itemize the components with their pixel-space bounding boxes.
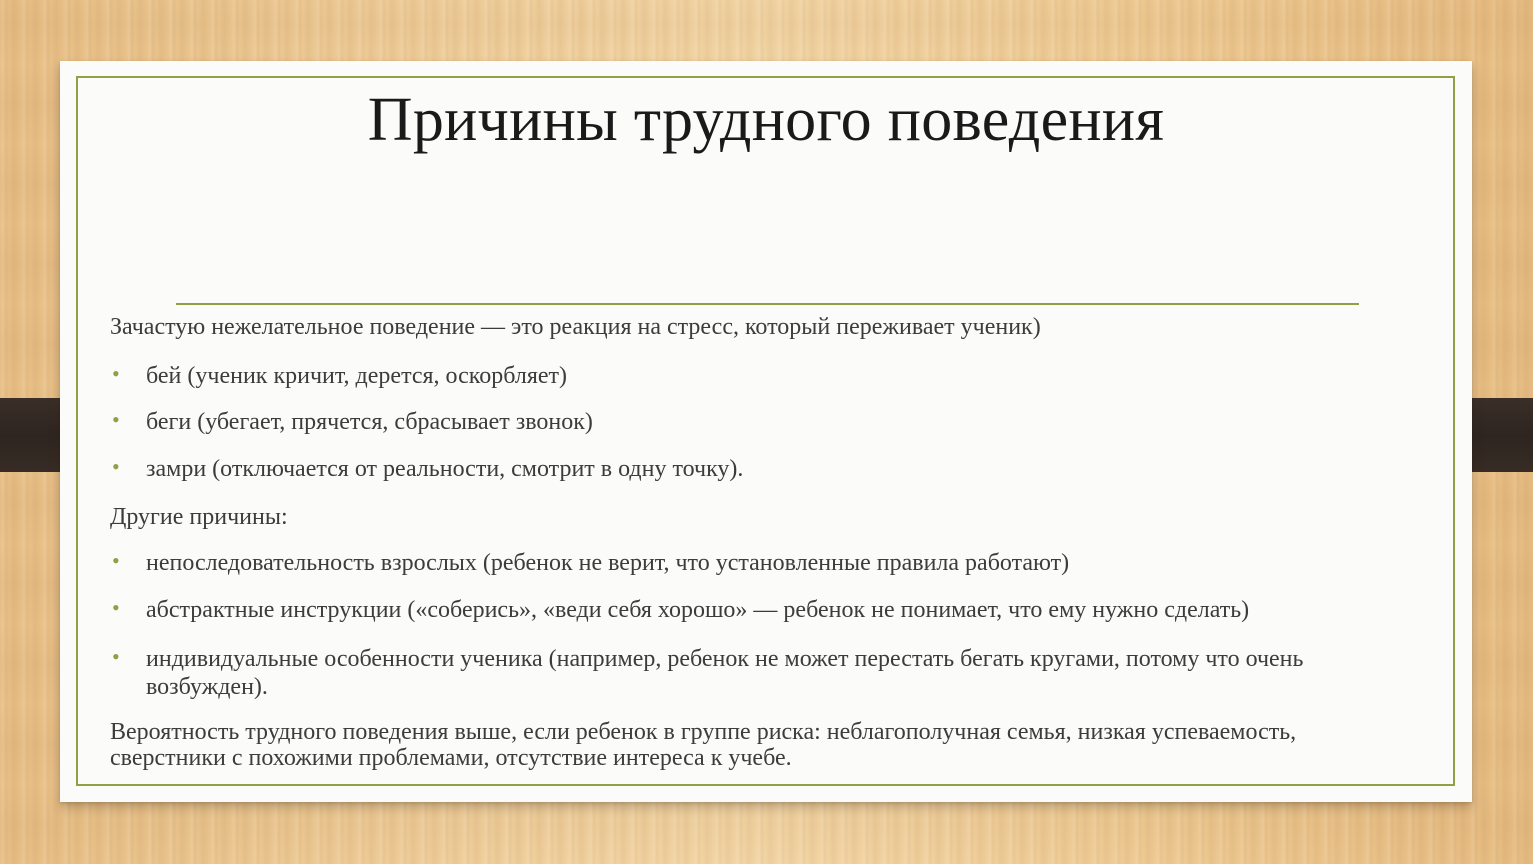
list-item-text: абстрактные инструкции («соберись», «веди себя хорошо» — ребенок не понимает, что ему нужно сделать) bbox=[146, 597, 1250, 623]
list-item bbox=[110, 596, 1446, 624]
list-item bbox=[110, 549, 1446, 577]
other-heading: Другие причины: bbox=[110, 504, 288, 530]
conclusion-text: Вероятность трудного поведения выше, если ребенок в группе риска: неблагополучная семья, низкая успеваемость, сверстники с похожими проблемами, отсутствие интереса к учебе. bbox=[110, 719, 1297, 771]
intro-text: Зачастую нежелательное поведение — это реакция на стресс, который переживает ученик) bbox=[110, 314, 1041, 340]
list-item-text: беги (убегает, прячется, сбрасывает звонок) bbox=[146, 409, 593, 435]
slide-card bbox=[60, 61, 1472, 802]
bullet-dot-icon: • bbox=[112, 361, 120, 386]
list-item bbox=[110, 408, 1446, 436]
list-item-text: бей (ученик кричит, дерется, оскорбляет) bbox=[146, 363, 567, 389]
list-item bbox=[110, 645, 1406, 701]
bullet-dot-icon: • bbox=[112, 548, 120, 573]
list-item bbox=[110, 455, 1446, 483]
list-item bbox=[110, 362, 1446, 390]
list-item-text: непоследовательность взрослых (ребенок не верит, что установленные правила работают) bbox=[146, 550, 1070, 576]
bullet-dot-icon: • bbox=[112, 407, 120, 432]
list-item-text: замри (отключается от реальности, смотрит в одну точку). bbox=[146, 456, 744, 482]
list-item-text: индивидуальные особенности ученика (например, ребенок не может перестать бегать кругами, потому что очень возбужден). bbox=[146, 646, 1304, 700]
title-divider bbox=[176, 303, 1359, 305]
bullet-dot-icon: • bbox=[112, 644, 120, 669]
bullet-dot-icon: • bbox=[112, 595, 120, 620]
bullet-dot-icon: • bbox=[112, 454, 120, 479]
slide-title: Причины трудного поведения bbox=[367, 86, 1165, 154]
